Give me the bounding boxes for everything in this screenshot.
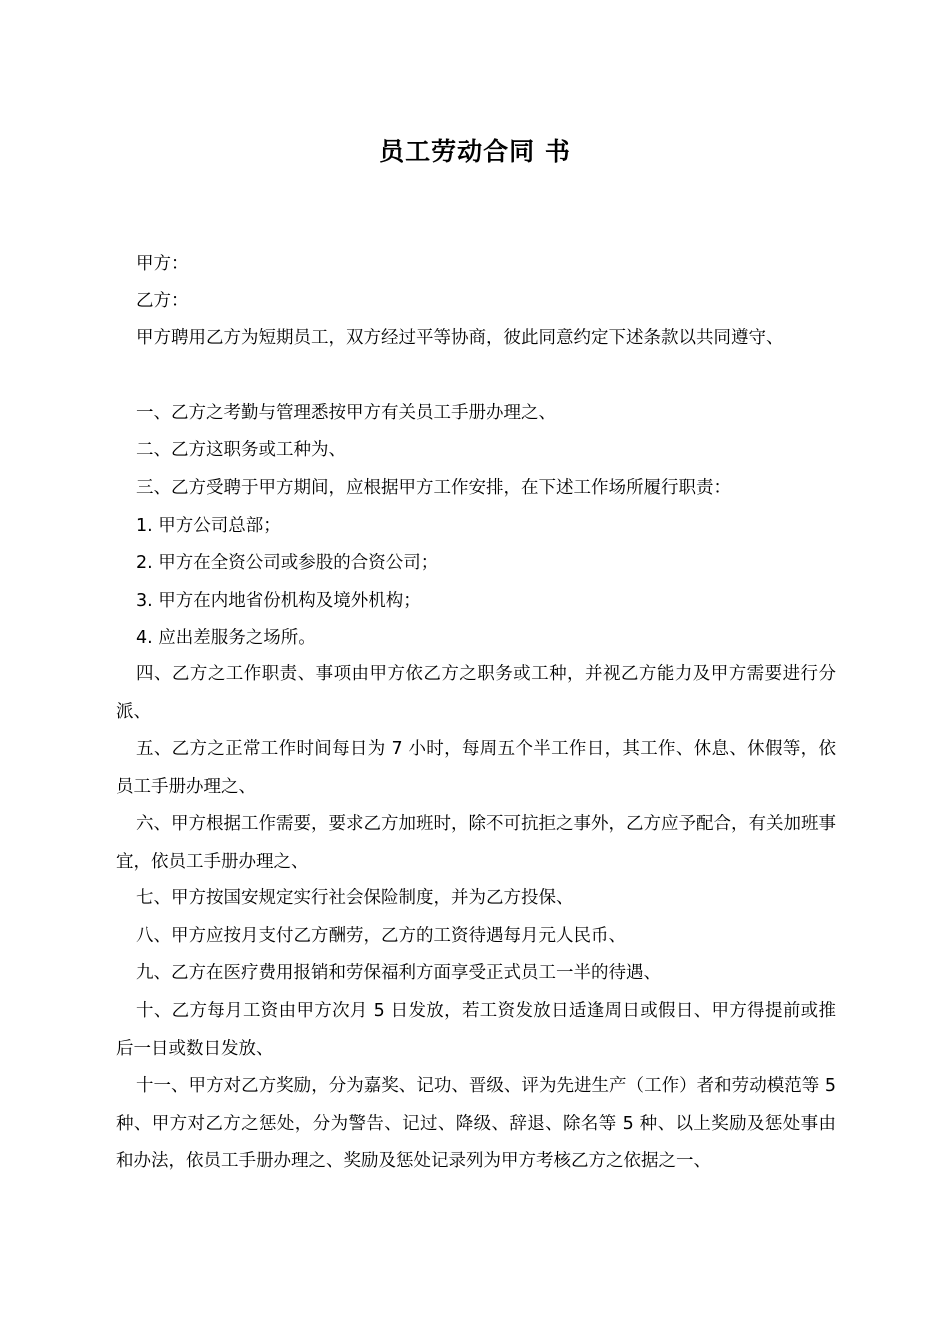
clause-4: 四、乙方之工作职责、事项由甲方依乙方之职务或工种，并视乙方能力及甲方需要进行分派、: [116, 664, 836, 722]
clause-10: 十、乙方每月工资由甲方次月 5 日发放，若工资发放日适逢周日或假日、甲方得提前或推后一日或数日发放、: [116, 1001, 836, 1059]
clause-2: 二、乙方这职务或工种为、: [136, 440, 346, 460]
party-a-line: 甲方：: [136, 254, 189, 274]
clause-6: 六、甲方根据工作需要，要求乙方加班时，除不可抗拒之事外，乙方应予配合，有关加班事宜，依员工手册办理之、: [116, 814, 836, 872]
clause-1: 一、乙方之考勤与管理悉按甲方有关员工手册办理之、: [136, 403, 556, 423]
clause-3-item-1: 1. 甲方公司总部；: [136, 516, 281, 536]
clause-5: 五、乙方之正常工作时间每日为 7 小时，每周五个半工作日，其工作、休息、休假等，依员工手册办理之、: [116, 739, 836, 797]
clause-3-item-4: 4. 应出差服务之场所。: [136, 628, 316, 648]
clause-8: 八、甲方应按月支付乙方酬劳，乙方的工资待遇每月元人民币、: [136, 926, 626, 946]
clause-3-item-2: 2. 甲方在全资公司或参股的合资公司；: [136, 553, 439, 573]
intro-paragraph: 甲方聘用乙方为短期员工，双方经过平等协商，彼此同意约定下述条款以共同遵守、: [136, 328, 784, 348]
clause-11: 十一、甲方对乙方奖励，分为嘉奖、记功、晋级、评为先进生产（工作）者和劳动模范等 5 种、甲方对乙方之惩处，分为警告、记过、降级、辞退、除名等 5 种、以上奖励及惩处事由和办法，依员工手册办理之、奖励及惩处记录列为甲方考核乙方之依据之一、: [116, 1076, 836, 1171]
clause-3: 三、乙方受聘于甲方期间，应根据甲方工作安排，在下述工作场所履行职责：: [136, 478, 731, 498]
clause-7: 七、甲方按国安规定实行社会保险制度，并为乙方投保、: [136, 888, 574, 908]
party-b-line: 乙方：: [136, 291, 189, 311]
clause-3-item-3: 3. 甲方在内地省份机构及境外机构；: [136, 591, 421, 611]
document-title: 员工劳动合同 书: [379, 137, 571, 166]
clause-9: 九、乙方在医疗费用报销和劳保福利方面享受正式员工一半的待遇、: [136, 963, 661, 983]
